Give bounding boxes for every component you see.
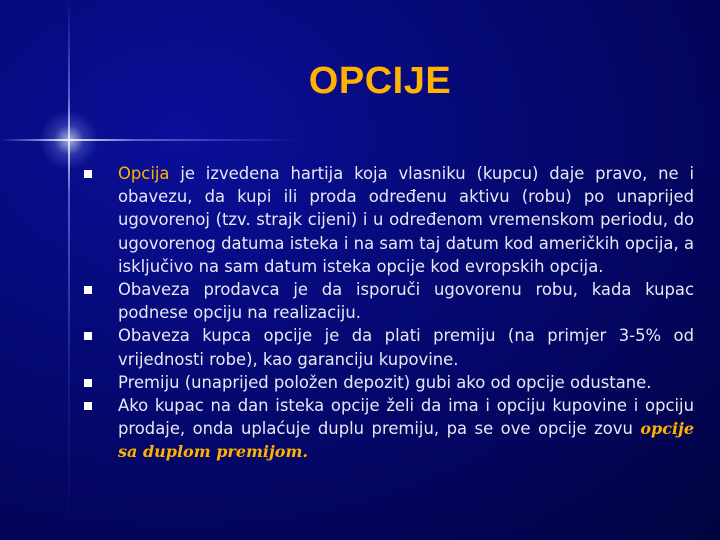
slide-title: OPCIJE xyxy=(308,60,452,102)
light-flare-horizontal xyxy=(0,139,300,141)
term-highlight: Opcija xyxy=(118,164,170,183)
bullet-item-5 xyxy=(82,394,694,464)
square-bullet-icon xyxy=(84,332,92,340)
square-bullet-icon xyxy=(84,286,92,294)
bullet-text: Ako kupac na dan isteka opcije želi da ima i opciju kupovine i opciju prodaje, onda uplaćuje duplu premiju, pa se ove opcije zovu xyxy=(118,396,694,439)
bullet-item-2 xyxy=(82,278,694,324)
square-bullet-icon xyxy=(84,402,92,410)
bullet-text: Premiju (unaprijed položen depozit) gubi ako od opcije odustane. xyxy=(118,372,652,392)
bullet-item-4 xyxy=(82,371,694,394)
square-bullet-icon xyxy=(84,170,92,178)
term-highlight-bold: opcije sa duplom premijom. xyxy=(118,419,694,462)
bullet-text: Obaveza kupca opcije je da plati premiju (na primjer 3-5% od vrijednosti robe), kao garanciju kupovine. xyxy=(118,326,694,369)
bullet-list xyxy=(82,162,694,464)
square-bullet-icon xyxy=(84,379,92,387)
bullet-text: Obaveza prodavca je da isporuči ugovorenu robu, kada kupac podnese opciju na realizaciju. xyxy=(118,280,694,323)
bullet-item-1 xyxy=(82,162,694,278)
bullet-item-3 xyxy=(82,324,694,370)
bullet-text: je izvedena hartija koja vlasniku (kupcu) daje pravo, ne i obavezu, da kupi ili proda određenu aktivu (robu) po unaprijed ugovorenoj (tzv. strajk cijeni) i u određenom vremenskom periodu, do ugovorenog datuma isteka i na sam taj datum kod američkih opcija, a isključivo na sam datum isteka opcije kod evropskih opcija. xyxy=(118,164,694,276)
